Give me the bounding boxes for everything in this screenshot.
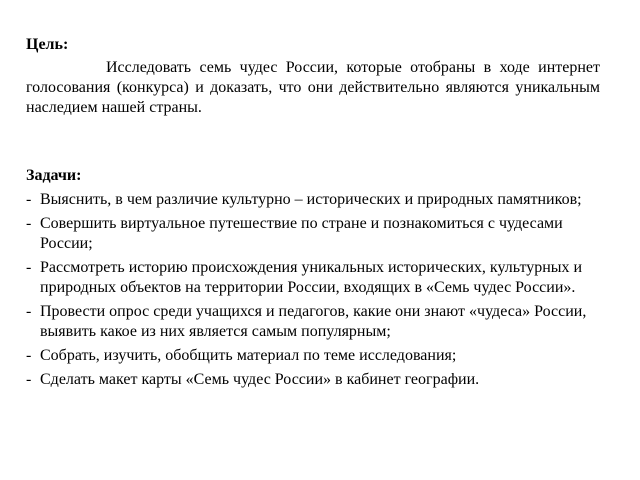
task-marker: -: [26, 371, 32, 388]
tasks-list: [26, 190, 616, 394]
task-marker: -: [26, 191, 32, 208]
task-marker: -: [26, 347, 32, 364]
task-text: Провести опрос среди учащихся и педагогов, какие они знают «чудеса» России, выявить какое из них является самым популярным;: [40, 303, 587, 340]
task-item: [26, 370, 616, 390]
task-text: Сделать макет карты «Семь чудес России» в кабинет географии.: [40, 371, 480, 388]
task-item: [26, 258, 616, 298]
tasks-heading: Задачи:: [26, 167, 82, 184]
task-item: [26, 190, 616, 210]
task-marker: -: [26, 215, 32, 232]
task-text: Выяснить, в чем различие культурно – исторических и природных памятников;: [40, 191, 582, 208]
task-item: [26, 302, 616, 342]
task-item: [26, 214, 616, 254]
task-marker: -: [26, 303, 32, 320]
task-text: Собрать, изучить, обобщить материал по теме исследования;: [40, 347, 457, 364]
task-text: Рассмотреть историю происхождения уникальных исторических, культурных и природных объектов на территории России, входящих в «Семь чудес России».: [40, 259, 583, 296]
goal-heading: Цель:: [26, 36, 69, 53]
task-item: [26, 346, 616, 366]
task-marker: -: [26, 259, 32, 276]
goal-text: Исследовать семь чудес России, которые отобраны в ходе интернет голосования (конкурса) и доказать, что они действительно являются уникальным наследием нашей страны.: [26, 59, 600, 116]
task-text: Совершить виртуальное путешествие по стране и познакомиться с чудесами России;: [40, 215, 563, 252]
